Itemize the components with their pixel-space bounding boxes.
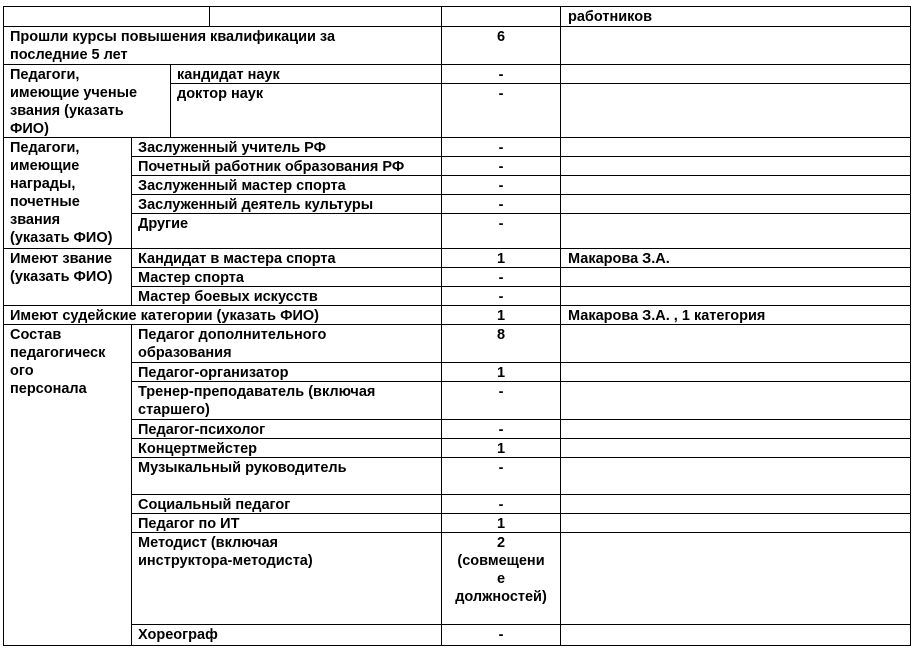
table-border (3, 248, 911, 249)
table-border (131, 324, 132, 645)
degree-candidate-label: кандидат наук (177, 67, 280, 83)
table-border (910, 6, 911, 646)
judges-value: 1 (496, 308, 506, 324)
award-value: - (498, 159, 504, 175)
staff-role-label: Социальный педагог (138, 497, 291, 513)
award-label: Заслуженный деятель культуры (138, 197, 374, 213)
degree-candidate-value: - (498, 67, 504, 83)
staff-role-label: Тренер-преподаватель (включая старшего) (138, 384, 376, 418)
award-label: Почетный работник образования РФ (138, 159, 405, 175)
award-value: - (498, 140, 504, 156)
awards-group-label: Педагоги, имеющие награды, почетные звания (указать ФИО) (10, 140, 113, 246)
staff-role-label: Педагог-организатор (138, 365, 289, 381)
staff-role-label: Методист (включая инструктора-методиста) (138, 535, 313, 569)
continuation-header-text: работников (568, 9, 652, 25)
degrees-group-label: Педагоги, имеющие ученые звания (указать ФИО) (10, 67, 138, 137)
staff-group-label: Состав педагогическ ого персонала (10, 327, 106, 397)
staff-role-value: 2 (совмещени е должностей) (455, 535, 547, 605)
staff-role-value: 1 (496, 365, 506, 381)
sport-title-value: - (498, 289, 504, 305)
table-border (3, 26, 911, 27)
award-label: Заслуженный мастер спорта (138, 178, 346, 194)
award-label: Другие (138, 216, 189, 232)
degree-doctor-label: доктор наук (177, 86, 264, 102)
courses-label: Прошли курсы повышения квалификации за последние 5 лет (10, 29, 336, 63)
staff-role-label: Педагог дополнительного образования (138, 327, 327, 361)
award-label: Заслуженный учитель РФ (138, 140, 327, 156)
table-border (209, 6, 210, 26)
staff-role-value: 1 (496, 516, 506, 532)
staff-role-value: - (498, 460, 504, 476)
table-border (131, 624, 911, 625)
table-border (131, 494, 911, 495)
judges-label: Имеют судейские категории (указать ФИО) (10, 308, 319, 324)
table-border (560, 6, 561, 64)
table-border (3, 6, 911, 7)
sport-title-label: Кандидат в мастера спорта (138, 251, 336, 267)
table-border (560, 64, 561, 645)
sport-group-label: Имеют звание (указать ФИО) (10, 251, 113, 285)
degree-doctor-value: - (498, 86, 504, 102)
table-border (3, 645, 911, 646)
staff-role-label: Хореограф (138, 627, 218, 643)
staff-role-value: - (498, 384, 504, 400)
staff-role-label: Концертмейстер (138, 441, 258, 457)
table-border (131, 362, 911, 363)
staff-role-label: Педагог по ИТ (138, 516, 240, 532)
table-border (131, 419, 911, 420)
table-border (3, 64, 911, 65)
table-border (3, 6, 4, 646)
staff-role-value: - (498, 627, 504, 643)
sport-title-label: Мастер спорта (138, 270, 244, 286)
table-border (3, 137, 911, 138)
table-border (441, 6, 442, 26)
sport-title-label: Мастер боевых искусств (138, 289, 318, 305)
award-value: - (498, 178, 504, 194)
staff-role-value: 8 (496, 327, 506, 343)
judges-note: Макарова З.А. , 1 категория (568, 308, 766, 324)
award-value: - (498, 216, 504, 232)
award-value: - (498, 197, 504, 213)
staff-role-label: Музыкальный руководитель (138, 460, 347, 476)
staff-role-value: - (498, 497, 504, 513)
staff-role-value: 1 (496, 441, 506, 457)
sport-title-value: 1 (496, 251, 506, 267)
staff-role-label: Педагог-психолог (138, 422, 266, 438)
table-border (131, 137, 132, 305)
courses-value: 6 (496, 29, 506, 45)
table-border (170, 64, 171, 137)
sport-title-note: Макарова З.А. (568, 251, 670, 267)
staff-role-value: - (498, 422, 504, 438)
sport-title-value: - (498, 270, 504, 286)
